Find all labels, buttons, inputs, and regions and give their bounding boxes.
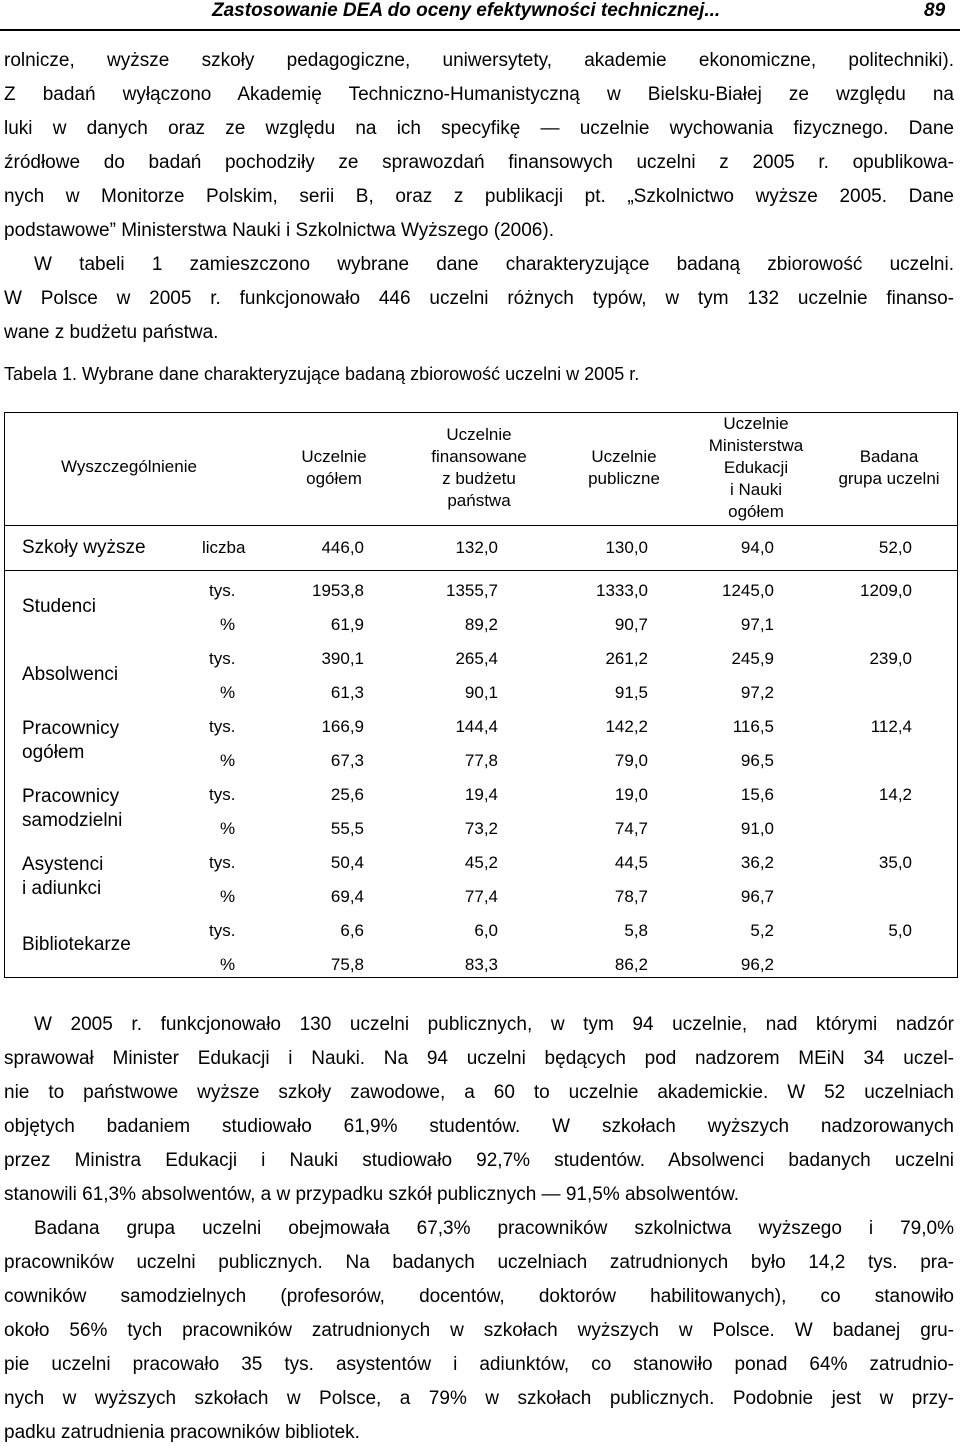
value-cell: 1953,8 [312,581,364,600]
value-cell: 142,2 [605,717,648,736]
unit-cell: tys. [209,649,236,668]
text-line: luki w danych oraz ze względu na ich specyfikę — uczelnie wychowania fizycznego. Dane [4,118,954,139]
header-line: ogółem [728,502,784,521]
text-line: objętych badaniem studiowało 61,9% studentów. W szkołach wyższych nadzorowanych [4,1116,954,1137]
value-cell: 166,9 [321,717,364,736]
intro-paragraph [4,44,954,248]
group-label-line: Asystenci [22,854,104,875]
header-line: i Nauki [730,480,782,499]
unit-cell: % [220,819,236,838]
unit-cell: tys. [209,717,236,736]
value-cell: 36,2 [740,853,774,872]
text-line: nych w wyższych szkołach w Polsce, a 79% w szkołach publicznych. Podobnie jest w przy- [4,1388,954,1409]
header-cell [686,413,826,523]
value-cell: 19,4 [464,785,498,804]
text-line: wane z budżetu państwa. [4,322,219,343]
body-paragraph-2 [4,1212,954,1450]
group-label [22,853,103,901]
body-paragraph [4,1008,954,1212]
value-cell: 50,4 [330,853,364,872]
schools-label: Szkoły wyższe [22,537,146,558]
text-line: Z badań wyłączono Akademię Techniczno-Humanistyczną w Bielsku-Białej ze względu na [4,84,954,105]
value-cell: 116,5 [732,717,774,736]
group-label-line: i adiunkci [22,878,102,899]
value-cell: 91,5 [614,683,648,702]
text-line: nie to państwowe wyższe szkoły zawodowe, a 60 to uczelnie akademickie. W 52 uczelniach [4,1082,954,1103]
value-cell: 83,3 [464,955,498,974]
value-cell: 89,2 [464,615,498,634]
text-line: pie uczelni pracowało 35 tys. asystentów i adiunktów, co stanowiło ponad 64% zatrudnio- [4,1354,954,1375]
running-header [0,0,960,32]
group-label-line: Bibliotekarze [22,934,131,955]
value-cell: 90,1 [464,683,498,702]
header-line: ogółem [306,469,362,488]
text-line: rolnicze, wyższe szkoły pedagogiczne, uniwersytety, akademie ekonomiczne, politechniki). [4,50,954,71]
text-line: źródłowe do badań pochodziły ze sprawozdań finansowych uczelni z 2005 r. opublikowa- [4,152,954,173]
header-line: Edukacji [723,458,789,477]
value-cell: 15,6 [740,785,774,804]
unit-cell: tys. [209,853,236,872]
value-cell: 6,0 [474,921,498,940]
value-cell: 239,0 [869,649,912,668]
text-line: podstawowe” Ministerstwa Nauki i Szkolnictwa Wyższego (2006). [4,220,554,241]
text-line: W Polsce w 2005 r. funkcjonowało 446 uczelni różnych typów, w tym 132 uczelnie finanso- [4,288,954,309]
value-cell: 265,4 [455,649,498,668]
text-line: padku zatrudnienia pracowników bibliotek. [4,1422,360,1443]
group-label-line: Pracownicy [22,786,120,807]
group-label [22,595,96,619]
header-line: Ministerstwa [708,436,804,455]
unit-cell: % [220,887,236,906]
value-cell: 19,0 [614,785,648,804]
value-cell: 67,3 [330,751,364,770]
value-cell: 245,9 [731,649,774,668]
group-label [22,933,131,957]
header-line: Uczelnie [723,414,789,433]
value-cell: 75,8 [330,955,364,974]
group-label-line: Studenci [22,596,96,617]
text-line: nych w Monitorze Polskim, serii B, oraz z publikacji pt. „Szkolnictwo wyższe 2005. Dane [4,186,954,207]
text-line: przez Ministra Edukacji i Nauki studiowało 92,7% studentów. Absolwenci badanych uczelni [4,1150,954,1171]
value-cell: 91,0 [740,819,774,838]
running-title: Zastosowanie DEA do oceny efektywności technicznej... [212,0,721,21]
header-cell [564,446,684,490]
header-line: Badana [859,447,919,466]
value-cell: 14,2 [878,785,912,804]
text-line: W tabeli 1 zamieszczono wybrane dane charakteryzujące badaną zbiorowość uczelni. [34,254,954,275]
header-cell [409,424,549,512]
value-cell: 25,6 [330,785,364,804]
text-line: pracowników uczelni publicznych. Na badanych uczelniach zatrudnionych było 14,2 tys. pra- [4,1252,954,1273]
unit-cell: % [220,955,236,974]
header-cell: Wyszczególnienie [61,457,197,476]
header-line: państwa [447,491,511,510]
value-cell: 78,7 [614,887,648,906]
group-label-line: ogółem [22,742,85,763]
value-cell: 5,0 [888,921,912,940]
value-cell: 44,5 [614,853,648,872]
group-label-line: Absolwenci [22,664,119,685]
value-cell: 112,4 [870,717,912,736]
value-cell: 90,7 [614,615,648,634]
value-cell: 261,2 [605,649,648,668]
value-cell: 61,3 [330,683,364,702]
value-cell: 77,4 [464,887,498,906]
group-label [22,663,118,687]
unit-cell: tys. [209,581,236,600]
unit-cell: % [220,683,236,702]
unit-cell: tys. [209,921,236,940]
value-cell: 1245,0 [722,581,774,600]
value-cell: 97,2 [740,683,774,702]
value-cell: 390,1 [321,649,364,668]
text-line: stanowili 61,3% absolwentów, a w przypadku szkół publicznych — 91,5% absolwentów. [4,1184,740,1205]
value-cell: 79,0 [614,751,648,770]
table-caption: Tabela 1. Wybrane dane charakteryzujące badaną zbiorowość uczelni w 2005 r. [4,364,640,384]
intro-paragraph-2 [4,248,954,350]
value-cell: 45,2 [464,853,498,872]
value-cell: 132,0 [455,538,498,557]
header-cell [274,446,394,490]
value-cell: 73,2 [464,819,498,838]
value-cell: 144,4 [455,717,498,736]
unit-cell: tys. [209,785,236,804]
text-line: sprawował Minister Edukacji i Nauki. Na 94 uczelni będących pod nadzorem MEiN 34 uczel- [4,1048,954,1069]
header-line: Uczelnie [446,425,512,444]
text-line: cowników samodzielnych (profesorów, docentów, doktorów habilitowanych), co stanowiło [4,1286,954,1307]
header-line: finansowane [431,447,527,466]
value-cell: 94,0 [740,538,774,557]
value-cell: 96,5 [740,751,774,770]
header-line: z budżetu [442,469,516,488]
value-cell: 52,0 [878,538,912,557]
unit-cell: % [220,751,236,770]
value-cell: 96,2 [740,955,774,974]
data-table [4,412,958,978]
schools-unit: liczba [202,538,246,557]
value-cell: 74,7 [614,819,648,838]
group-label [22,717,119,765]
text-line: W 2005 r. funkcjonowało 130 uczelni publicznych, w tym 94 uczelnie, nad którymi nadzór [34,1014,954,1035]
group-label [22,785,122,833]
header-rule [0,29,960,31]
value-cell: 5,8 [624,921,648,940]
group-label-line: Pracownicy [22,718,120,739]
header-line: Uczelnie [301,447,367,466]
value-cell: 96,7 [740,887,774,906]
unit-cell: % [220,615,236,634]
value-cell: 130,0 [605,538,648,557]
value-cell: 69,4 [330,887,364,906]
header-divider [4,525,958,526]
header-line: publiczne [588,469,660,488]
text-line: około 56% tych pracowników zatrudnionych w szkołach wyższych w Polsce. W badanej gru- [4,1320,954,1341]
value-cell: 1333,0 [596,581,648,600]
page-number: 89 [924,0,946,21]
value-cell: 446,0 [321,538,364,557]
value-cell: 35,0 [878,853,912,872]
value-cell: 86,2 [614,955,648,974]
value-cell: 77,8 [464,751,498,770]
header-line: Uczelnie [591,447,657,466]
header-line: grupa uczelni [838,469,940,488]
value-cell: 1355,7 [446,581,498,600]
value-cell: 1209,0 [860,581,912,600]
text-line: Badana grupa uczelni obejmowała 67,3% pracowników szkolnictwa wyższego i 79,0% [34,1218,954,1239]
value-cell: 97,1 [740,615,774,634]
value-cell: 5,2 [750,921,774,940]
value-cell: 6,6 [340,921,364,940]
value-cell: 61,9 [330,615,364,634]
header-cell [824,446,954,490]
value-cell: 55,5 [330,819,364,838]
group-label-line: samodzielni [22,810,123,831]
schools-divider [4,570,958,571]
